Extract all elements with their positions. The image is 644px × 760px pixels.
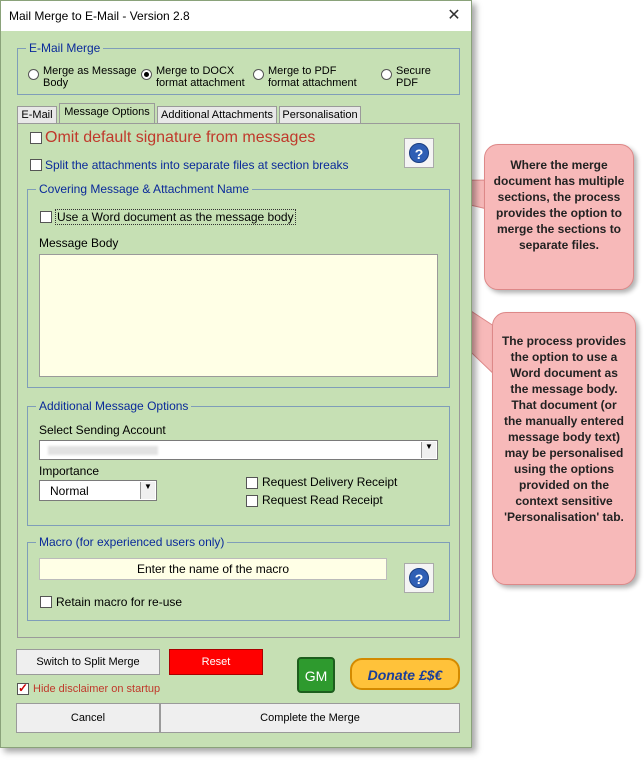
radio-merge-as-body-label: Merge as Message Body (43, 65, 137, 89)
radio-merge-pdf-label: Merge to PDF format attachment (268, 65, 357, 89)
radio-merge-docx-label: Merge to DOCX format attachment (156, 65, 245, 89)
radio-merge-docx[interactable] (141, 69, 152, 80)
message-body-textarea[interactable] (39, 254, 438, 377)
tab-personalisation[interactable]: Personalisation (279, 106, 361, 124)
importance-label: Importance (39, 464, 100, 478)
help-icon: ? (409, 143, 429, 163)
macro-legend: Macro (for experienced users only) (39, 535, 225, 549)
tab-additional-attachments[interactable]: Additional Attachments (157, 106, 277, 124)
chevron-down-icon: ▼ (140, 482, 155, 499)
importance-value: Normal (50, 484, 89, 498)
chevron-down-icon: ▼ (421, 442, 436, 458)
reset-button[interactable]: Reset (169, 649, 263, 675)
gm-logo-button[interactable]: GM (297, 657, 335, 693)
additional-options-group (27, 399, 450, 526)
hide-disclaimer-checkbox[interactable] (17, 683, 29, 695)
read-receipt-label: Request Read Receipt (262, 493, 383, 507)
radio-merge-as-body[interactable] (28, 69, 39, 80)
help-button-macro[interactable] (404, 563, 434, 593)
tab-message-options[interactable]: Message Options (59, 103, 155, 124)
help-icon: ? (409, 568, 429, 588)
use-word-doc-label: Use a Word document as the message body (57, 210, 294, 224)
email-merge-legend: E-Mail Merge (29, 41, 101, 55)
donate-button[interactable]: Donate £$€ (350, 658, 460, 690)
covering-legend: Covering Message & Attachment Name (39, 182, 250, 196)
sending-account-label: Select Sending Account (39, 423, 166, 437)
read-receipt-checkbox[interactable] (246, 495, 258, 507)
additional-legend: Additional Message Options (39, 399, 189, 413)
importance-select[interactable] (39, 480, 157, 501)
title-bar (1, 1, 471, 31)
close-icon[interactable]: ✕ (447, 7, 461, 24)
omit-signature-label: Omit default signature from messages (45, 129, 316, 146)
radio-secure-pdf[interactable] (381, 69, 392, 80)
hide-disclaimer-label: Hide disclaimer on startup (33, 683, 161, 695)
split-attachments-checkbox[interactable] (30, 159, 42, 171)
tab-email[interactable]: E-Mail (17, 106, 57, 124)
cancel-button[interactable]: Cancel (16, 703, 160, 733)
complete-merge-button[interactable]: Complete the Merge (160, 703, 460, 733)
help-button-options[interactable] (404, 138, 434, 168)
sending-account-select[interactable] (39, 440, 438, 460)
split-attachments-label: Split the attachments into separate files at section breaks (45, 158, 349, 172)
switch-split-merge-button[interactable]: Switch to Split Merge (16, 649, 160, 675)
radio-merge-pdf[interactable] (253, 69, 264, 80)
delivery-receipt-checkbox[interactable] (246, 477, 258, 489)
use-word-doc-checkbox[interactable] (40, 211, 52, 223)
window-title: Mail Merge to E-Mail - Version 2.8 (9, 9, 190, 23)
redacted-account (48, 446, 158, 455)
omit-signature-checkbox[interactable] (30, 132, 42, 144)
callout-word-doc: The process provides the option to use a Word document as the message body. That document (or the manually entered message body text) may be personalised using the options provided on the context sensitive 'Personalisation' tab. (492, 312, 636, 585)
callout-sections: Where the merge document has multiple sections, the process provides the option to merge the sections to separate files. (484, 144, 634, 290)
delivery-receipt-label: Request Delivery Receipt (262, 475, 398, 489)
message-body-label: Message Body (39, 236, 119, 250)
retain-macro-checkbox[interactable] (40, 596, 52, 608)
radio-secure-pdf-label: Secure PDF (396, 65, 431, 89)
macro-name-input[interactable]: Enter the name of the macro (39, 558, 387, 580)
retain-macro-label: Retain macro for re-use (56, 595, 183, 609)
